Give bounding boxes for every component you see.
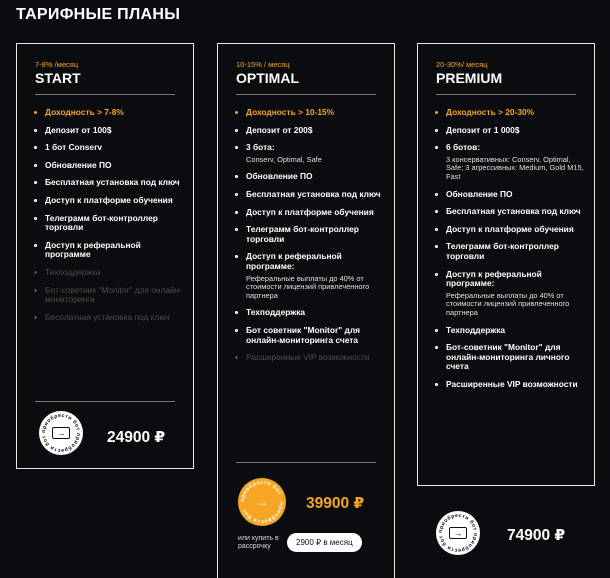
feature-text: Обновление ПО: [246, 171, 313, 182]
plan-card-optimal: [217, 43, 395, 578]
feature-text: Бот советник "Monitor" для онлайн-мониторинга счета: [246, 324, 361, 345]
svg-text:приобрести бот: приобрести бот: [40, 412, 81, 434]
svg-text:приобрести бот: приобрести бот: [437, 512, 478, 534]
feature-text: Бесплатная установка под ключ: [45, 311, 170, 322]
plan-price: 39900 ₽: [306, 495, 365, 512]
feature-text: Расширенные VIP возможности: [446, 378, 578, 389]
feature-item: [234, 172, 386, 182]
plan-name: PREMIUM: [436, 70, 503, 86]
feature-item: [33, 126, 185, 136]
installment-text: или купить в рассрочку: [238, 535, 279, 550]
feature-item: [33, 143, 185, 153]
arrow-right-icon: →: [256, 495, 268, 509]
arrow-right-icon: →: [52, 427, 70, 439]
feature-text: Бесплатная установка под ключ: [246, 188, 381, 199]
svg-text:приобрести бот: приобрести бот: [241, 501, 285, 525]
feature-text: Доступ к платформе обучения: [246, 206, 374, 217]
feature-item: [434, 143, 586, 181]
feature-text: Телеграмм бот-контроллер торговли: [246, 224, 359, 244]
feature-item: [434, 126, 586, 136]
feature-item: [234, 126, 386, 136]
feature-text: Телеграмм бот-контроллер торговли: [446, 241, 559, 261]
feature-item: [434, 326, 586, 336]
feature-list: [33, 108, 185, 330]
feature-text: Доступ к реферальной программе:: [246, 251, 342, 271]
plan-name: START: [35, 70, 81, 86]
feature-text: Депозит от 100$: [45, 124, 112, 135]
feature-text: Техподдержка: [45, 266, 101, 277]
feature-text: Доступ к платформе обучения: [45, 194, 173, 205]
plan-name: OPTIMAL: [236, 70, 299, 86]
feature-item: [33, 214, 185, 233]
feature-item: [33, 196, 185, 206]
feature-item: [234, 225, 386, 244]
plan-rate: 20-30%/ месяц: [436, 60, 488, 69]
feature-text: 6 ботов:: [446, 142, 481, 153]
plan-price: 74900 ₽: [507, 527, 566, 544]
feature-item: [234, 208, 386, 218]
svg-text:приобрести бот: приобрести бот: [239, 479, 283, 503]
feature-item: [234, 143, 386, 164]
feature-text: Депозит от 200$: [246, 124, 313, 135]
feature-item: [234, 108, 386, 118]
feature-item: [234, 326, 386, 345]
feature-text: Доходность > 10-15%: [246, 107, 335, 117]
feature-text: Доходность > 20-30%: [446, 107, 535, 117]
feature-text: Обновление ПО: [45, 159, 112, 170]
feature-text: Телеграмм бот-контроллер торговли: [45, 212, 158, 233]
divider: [35, 401, 175, 402]
feature-item: [33, 108, 185, 118]
feature-item: [434, 207, 586, 217]
feature-item: [434, 380, 586, 390]
buy-bot-button[interactable]: [436, 511, 480, 555]
feature-text: Депозит от 1 000$: [446, 124, 520, 135]
plan-card-start: [16, 43, 194, 469]
feature-item: [434, 270, 586, 318]
feature-item: [434, 343, 586, 372]
feature-list: [234, 108, 386, 371]
feature-text: 3 бота:: [246, 142, 275, 153]
arrow-right-icon: →: [449, 527, 467, 539]
divider: [436, 94, 576, 95]
page-title: ТАРИФНЫЕ ПЛАНЫ: [16, 6, 181, 23]
feature-item: [33, 178, 185, 188]
feature-text: Бот-советник "Monitor" для онлайн-мониторинга личного счета: [446, 342, 570, 372]
plan-card-premium: [417, 43, 595, 554]
feature-item: [33, 241, 185, 260]
feature-item: [33, 313, 185, 323]
feature-text: Бесплатная установка под ключ: [45, 177, 180, 188]
feature-item: [234, 252, 386, 300]
buy-bot-button[interactable]: [238, 478, 286, 526]
buy-bot-button[interactable]: [39, 411, 83, 455]
feature-item: [234, 353, 386, 363]
feature-subtext: Conserv, Optimal, Safe: [246, 154, 322, 164]
feature-item: [434, 242, 586, 261]
feature-item: [33, 286, 185, 305]
feature-text: Техподдержка: [446, 324, 506, 335]
feature-subtext: Реферальные выплаты до 40% от стоимости лицензий привлеченного партнера: [246, 273, 370, 300]
feature-text: Доступ к платформе обучения: [446, 223, 574, 234]
feature-text: Техподдержка: [246, 307, 306, 318]
feature-text: 1 бот Conserv: [45, 142, 103, 153]
feature-item: [234, 190, 386, 200]
monthly-payment-button[interactable]: 2900 ₽ в месяц: [287, 533, 362, 552]
feature-item: [33, 161, 185, 171]
feature-text: Бесплатная установка под ключ: [446, 206, 581, 217]
feature-item: [234, 308, 386, 318]
plan-rate: 10-15% / месяц: [236, 60, 290, 69]
svg-text:приобрести бот: приобрести бот: [41, 432, 82, 454]
plan-rate: 7-8% /месяц: [35, 60, 79, 69]
feature-subtext: Реферальные выплаты до 40% от стоимости лицензий привлеченного партнера: [446, 290, 570, 317]
feature-subtext: 3 консервативных: Conserv, Optimal, Safe; 3 агрессивных: Medium, Gold M15, Fast: [446, 154, 584, 181]
plan-price: 24900 ₽: [107, 429, 166, 446]
feature-text: Доходность > 7-8%: [45, 107, 124, 117]
svg-text:приобрести бот: приобрести бот: [438, 532, 479, 554]
divider: [236, 462, 376, 463]
divider: [35, 94, 175, 95]
feature-item: [434, 225, 586, 235]
feature-text: Доступ к реферальной программе: [45, 239, 141, 260]
feature-text: Обновление ПО: [446, 188, 513, 199]
divider: [236, 94, 376, 95]
feature-text: Доступ к реферальной программе:: [446, 268, 542, 289]
feature-item: [434, 190, 586, 200]
feature-text: Расширенные VIP возможности: [246, 352, 370, 363]
feature-item: [33, 268, 185, 278]
feature-text: Бот-советник "Monitor" для онлайн-мониторинга: [45, 284, 183, 305]
feature-item: [434, 108, 586, 118]
feature-list: [434, 108, 586, 397]
